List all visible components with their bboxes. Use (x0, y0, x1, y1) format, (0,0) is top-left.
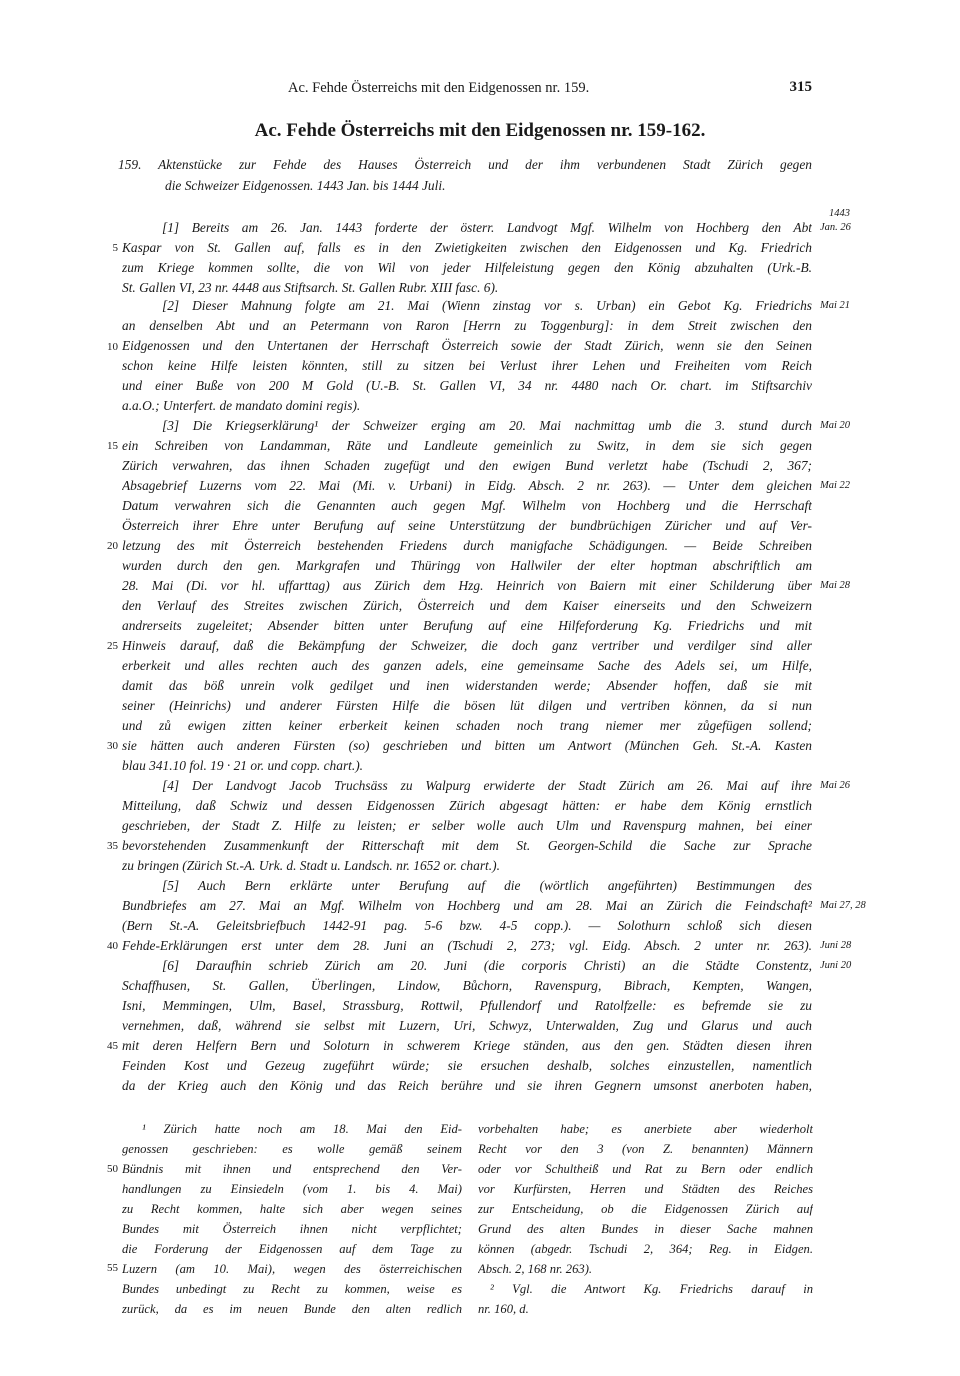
footnote-line: können (abgedr. Tschudi 2, 364; Reg. in Eidgen. (478, 1242, 813, 1256)
body-line: bevorstehenden Zusammenkunft der Ritterschaft mit dem St. Georgen-Schild die Sache zur Sprache (122, 838, 812, 853)
margin-date: Juni 20 (820, 960, 852, 971)
body-line: Fehde-Erklärungen erst unter dem 28. Juni an (Tschudi 2, 273; vgl. Eidg. Absch. 2 unter nr. 263). (122, 938, 812, 953)
running-head: Ac. Fehde Österreichs mit den Eidgenossen nr. 159. (288, 80, 590, 96)
body-line: (Bern St.-A. Geleitsbriefbuch 1442-91 pag. 5-6 bzw. 4-5 copp.). — Solothurn schloß sich diesen (122, 918, 812, 933)
footnote-line: Luzern (am 10. Mai), wegen des österreichischen (122, 1262, 462, 1276)
margin-date: Mai 22 (820, 480, 851, 491)
body-line: wurden durch den gen. Markgrafen und Thüringg von Hallwiler der elter hoptman abschriftlich am (122, 558, 812, 573)
footnote-line: handlungen zu Einsiedeln (vom 1. bis 4. Mai) (122, 1182, 462, 1196)
line-number: 20 (107, 540, 118, 552)
body-line: schon keine Hilfe leisten könnten, still zu sitzen bei Verlust ihrer Lehen und Freiheiten vom Reich (122, 358, 812, 373)
body-line: Österreich ihrer Ehre unter Berufung auf seine Unterstützung der bundbrüchigen Züricher und auf Ver- (122, 518, 812, 533)
footnote-line: oder vor Schultheiß und Rat zu Bern oder endlich (478, 1162, 813, 1176)
body-line: Datum verwahren sich die Genannten auch gegen Mgf. Wilhelm von Hochberg und die Herrschaft (122, 498, 812, 513)
body-line: Hinweis darauf, daß die Bekämpfung der Schweizer, die doch ganz vertriber und verdilger sind aller (122, 638, 812, 653)
body-line: Isni, Memmingen, Ulm, Basel, Strassburg, Rottwil, Pfullendorf und Ratolfzelle: es befremde sie zu (122, 998, 812, 1013)
body-line: an denselben Abt und an Petermann von Raron [Herrn zu Toggenburg]: in dem Streit zwischen den (122, 318, 812, 333)
footnote-line: Bundes mit Österreich ihnen nicht verpflichtet; (122, 1222, 462, 1236)
line-number: 50 (107, 1163, 118, 1175)
margin-date: 1443 (829, 208, 850, 219)
body-line: die Schweizer Eidgenossen. 1443 Jan. bis 1444 Juli. (165, 178, 446, 193)
footnote-line: vor Kurfürsten, Herren und Städten des Reiches (478, 1182, 813, 1196)
body-line: und zů ewigen zitten keiner erberkeit keinen schaden noch trang niemer mer zůgefügen sollend; (122, 718, 812, 733)
line-number: 55 (107, 1262, 118, 1274)
footnote-line: zur Entscheidung, ob die Eidgenossen Zürich auf (478, 1202, 813, 1216)
body-line: Bundbriefes am 27. Mai an Mgf. Wilhelm von Hochberg und am 28. Mai an Zürich die Feindschaft² (122, 898, 812, 913)
body-line: Kaspar von St. Gallen auf, falls es in den Zwietigkeiten zwischen den Eidgenossen und Kg. Friedrich (122, 240, 812, 255)
page-title: Ac. Fehde Österreichs mit den Eidgenossen nr. 159-162. (254, 120, 706, 141)
footnote-line: Grund des alten Bundes in dieser Sache mahnen (478, 1222, 813, 1236)
body-line: [2] Dieser Mahnung folgte am 21. Mai (Wienn zinstag vor s. Urban) ein Gebot Kg. Friedrichs (162, 298, 812, 313)
line-number: 35 (107, 840, 118, 852)
body-line: [4] Der Landvogt Jacob Truchsäss zu Walpurg erwiderte der Stadt Zürich am 26. Mai auf ihre (162, 778, 812, 793)
footnote-line: genossen geschrieben: es wolle gemäß seinem (122, 1142, 462, 1156)
footnote-line: Bündnis mit ihnen und entsprechend den Ver- (122, 1162, 462, 1176)
body-line: sie hätten auch anderen Fürsten (so) geschrieben und bitten um Antwort (München Geh. St.-A. Kasten (122, 738, 812, 753)
body-line: [1] Bereits am 26. Jan. 1443 forderte der österr. Landvogt Mgf. Wilhelm von Hochberg den Abt (162, 220, 812, 235)
body-line: [3] Die Kriegserklärung¹ der Schweizer erging am 20. Mai nachmittag umb die 3. stund durch (162, 418, 812, 433)
body-line: da der Krieg auch den König und das Reich berühre und sie ihren Gegnern umsonst anerboten haben, (122, 1078, 812, 1093)
body-line: [6] Daraufhin schrieb Zürich am 20. Juni (die corporis Christi) an die Städte Constentz, (162, 958, 812, 973)
margin-date: Mai 20 (820, 420, 851, 431)
footnote-line: Absch. 2, 168 nr. 263). (478, 1262, 593, 1276)
margin-date: Juni 28 (820, 940, 852, 951)
footnote-line: vorbehalten habe; es anerbiete aber wiederholt (478, 1122, 813, 1136)
line-number: 25 (107, 640, 118, 652)
line-number: 5 (112, 242, 118, 254)
body-line: St. Gallen VI, 23 nr. 4448 aus Stiftsarch. St. Gallen Rubr. XIII fasc. 6). (122, 280, 499, 295)
body-line: Feinden Kost und Gezeug zugeführt würde; sie ersuchen deshalb, solches einzustellen, namentlich (122, 1058, 812, 1073)
body-line: und einer Buße von 200 M Gold (U.-B. St. Gallen VI, 34 nr. 4480 nach Or. chart. im Stiftsarchiv (122, 378, 812, 393)
body-line: a.a.O.; Unterfert. de mandato domini regis). (122, 398, 361, 413)
footnote-line: Recht vor den 3 (von Z. benannten) Männern (478, 1142, 813, 1156)
margin-date: Mai 28 (820, 580, 851, 591)
body-line: zu bringen (Zürich St.-A. Urk. d. Stadt u. Landsch. nr. 1652 or. chart.). (122, 858, 500, 873)
body-line: vernehmen, daß, während sie selbst mit Luzern, Uri, Schwyz, Unterwalden, Zug und Glarus und auch (122, 1018, 812, 1033)
body-line: mit deren Helfern Bern und Soloturn in schwerem Kriege ständen, aus den gen. Städten diesen ihren (122, 1038, 812, 1053)
body-line: Eidgenossen und den Untertanen der Herrschaft Österreich sowie der Stadt Zürich, wenn sie den Seinen (122, 338, 812, 353)
body-line: Zürich verwahren, das ihnen Schaden zugefügt und den ewigen Bund verletzt habe (Tschudi 2, 367; (122, 458, 812, 473)
line-number: 15 (107, 440, 118, 452)
body-line: letzung des mit Österreich bestehenden Friedens durch manigfache Schädigungen. — Beide Schreiben (122, 538, 812, 553)
footnote-line: die Forderung der Eidgenossen auf dem Tage zu (122, 1242, 462, 1256)
body-line: 159. Aktenstücke zur Fehde des Hauses Österreich und der ihm verbundenen Stadt Zürich gegen (118, 157, 812, 172)
margin-date: Mai 26 (820, 780, 851, 791)
footnote-line: ² Vgl. die Antwort Kg. Friedrichs darauf in (490, 1282, 813, 1296)
footnote-line: Bundes unbedingt zu Recht zu kommen, weise es (122, 1282, 462, 1296)
footnote-line: ¹ Zürich hatte noch am 18. Mai den Eid- (142, 1122, 462, 1136)
page-number: 315 (789, 79, 812, 95)
body-line: geschrieben, der Stadt Z. Hilfe zu leisten; er selber wolle auch Ulm und Ravenspurg mahnen, bei einer (122, 818, 812, 833)
body-line: blau 341.10 fol. 19 · 21 or. und copp. chart.). (122, 758, 364, 773)
line-number: 10 (107, 341, 118, 353)
footnote-line: zurück, da es im neuen Bunde den alten redlich (122, 1302, 462, 1316)
body-line: Mitteilung, daß Schwiz und dessen Eidgenossen Zürich abgesagt hätten: er habe dem König ernstlich (122, 798, 812, 813)
margin-date: Mai 21 (820, 300, 851, 311)
margin-date: Mai 27, 28 (820, 900, 866, 911)
footnote-line: nr. 160, d. (478, 1302, 529, 1316)
line-number: 30 (107, 740, 118, 752)
body-line: den Verlauf des Streites zwischen Zürich, Österreich und dem Kaiser einerseits und den Schweizern (122, 598, 812, 613)
footnote-line: zu Recht kommen, halte sich aber wegen seines (122, 1202, 462, 1216)
line-number: 40 (107, 940, 118, 952)
body-line: seiner (Heinrichs) und anderer Fürsten Hilfe die bösen lüt dilgen und vertriben können, da si nun (122, 698, 812, 713)
body-line: ein Schreiben von Landamman, Räte und Landleute gemeinlich zu Switz, in dem sie sich gegen (122, 438, 812, 453)
body-line: 28. Mai (Di. vor hl. uffarttag) aus Zürich dem Hzg. Heinrich von Baiern mit einer Schilderung über (122, 578, 812, 593)
body-line: erberkeit und alles rechten auch des ganzen adels, eine gemeinsame Sache des Adels sei, um Hilfe, (122, 658, 812, 673)
body-line: Schaffhusen, St. Gallen, Überlingen, Lindow, Bůchorn, Ravenspurg, Bibrach, Kempten, Wangen, (122, 978, 812, 993)
body-line: [5] Auch Bern erklärte unter Berufung auf die (wörtlich angeführten) Bestimmungen des (162, 878, 812, 893)
body-line: zum Kriege kommen sollte, die von Wil von jeder Hilfeleistung gegen den König abzuhalten (Urk.-B. (122, 260, 812, 275)
line-number: 45 (107, 1040, 118, 1052)
body-line: damit das böß unrein volk gedilget und inen widerstanden werde; Absender hoffen, daß sie mit (122, 678, 812, 693)
body-line: andrerseits zugeleitet; Absender bitten unter Berufung auf eine Hilfeforderung Kg. Friedrichs und mit (122, 618, 812, 633)
body-line: Absagebrief Luzerns vom 22. Mai (Mi. v. Urbani) in Eidg. Absch. 2 nr. 263). — Unter dem gleichen (122, 478, 812, 493)
margin-date: Jan. 26 (820, 222, 851, 233)
